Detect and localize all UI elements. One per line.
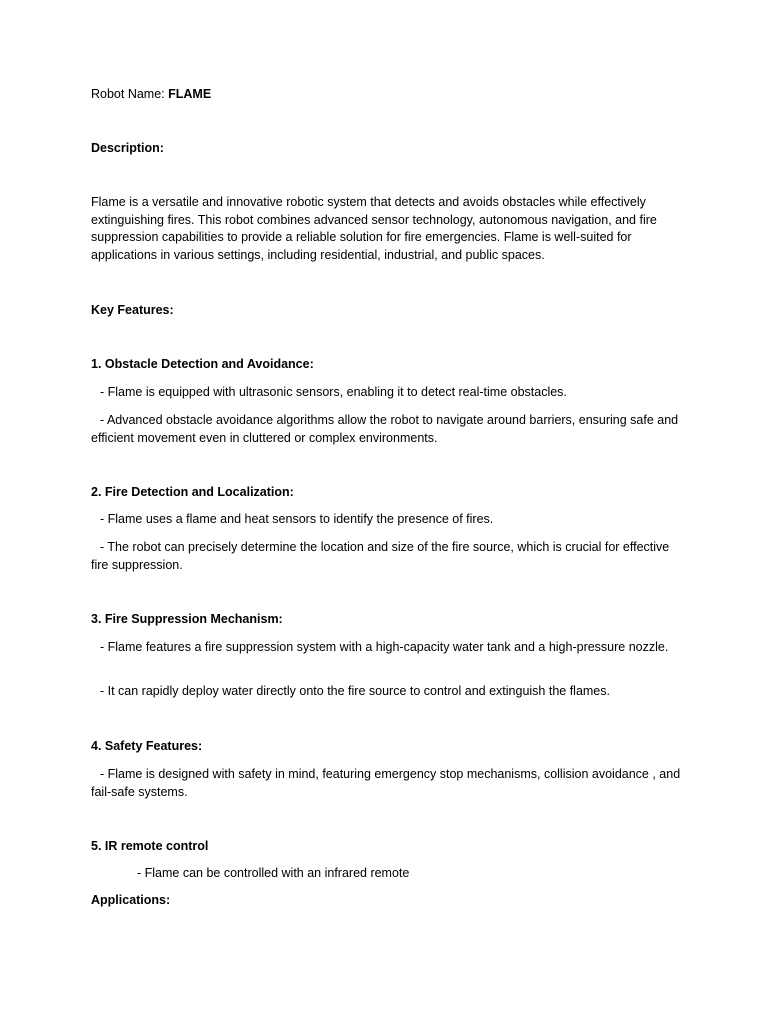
description-heading: Description: (91, 141, 164, 155)
feature-5-title: 5. IR remote control (91, 839, 209, 853)
key-features-heading: Key Features: (91, 303, 174, 317)
feature-5-bullet-1: - Flame can be controlled with an infrared remote (137, 866, 410, 880)
feature-4-bullet-1: - Flame is designed with safety in mind, featuring emergency stop mechanisms, collision avoidance , and fail-safe systems. (91, 767, 681, 799)
feature-2-bullet-1: - Flame uses a flame and heat sensors to identify the presence of fires. (100, 512, 494, 526)
applications-heading: Applications: (91, 893, 171, 907)
robot-name-label: Robot Name: (91, 87, 169, 101)
robot-name-line (91, 86, 681, 104)
feature-1-bullet-2: - Advanced obstacle avoidance algorithms allow the robot to navigate around barriers, ensuring safe and efficient movement even in cluttered or complex environments. (91, 413, 679, 445)
feature-1-bullet-1: - Flame is equipped with ultrasonic sensors, enabling it to detect real-time obstacles. (100, 385, 567, 399)
feature-2-title: 2. Fire Detection and Localization: (91, 485, 294, 499)
feature-3-title: 3. Fire Suppression Mechanism: (91, 612, 283, 626)
feature-1-title: 1. Obstacle Detection and Avoidance: (91, 357, 314, 371)
feature-3-bullet-2: - It can rapidly deploy water directly onto the fire source to control and extinguish the flames. (100, 684, 610, 698)
feature-3-bullet-1: - Flame features a fire suppression system with a high-capacity water tank and a high-pressure nozzle. (100, 640, 669, 654)
feature-2-bullet-2: - The robot can precisely determine the location and size of the fire source, which is crucial for effective fire suppression. (91, 540, 670, 572)
description-text: Flame is a versatile and innovative robotic system that detects and avoids obstacles while effectively extinguishing fires. This robot combines advanced sensor technology, autonomous navigation, and fire suppression capabilities to provide a reliable solution for fire emergencies. Flame is well-suited for applications in various settings, including residential, industrial, and public spaces. (91, 195, 657, 262)
robot-name-value: FLAME (168, 87, 212, 101)
feature-4-title: 4. Safety Features: (91, 739, 203, 753)
